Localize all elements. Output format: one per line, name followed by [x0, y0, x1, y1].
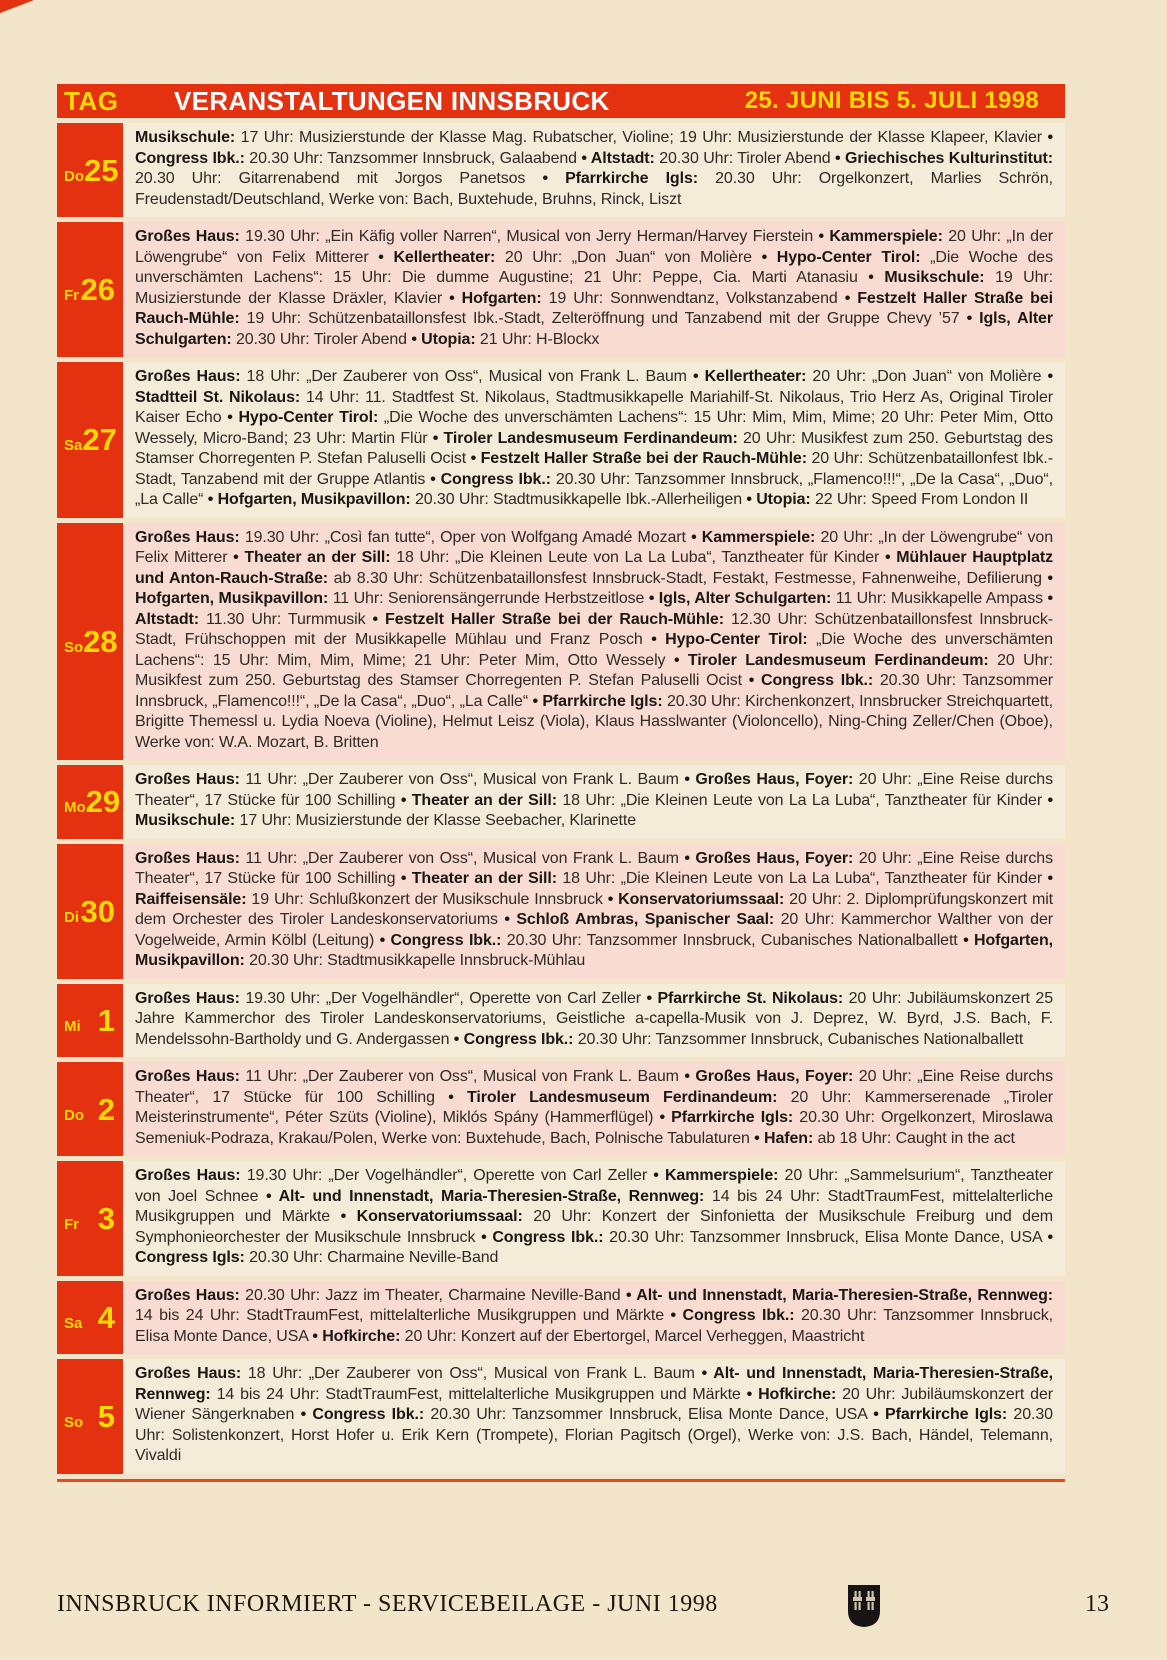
day-cell — [57, 362, 123, 518]
day-row — [57, 523, 1065, 761]
day-abbrev: Sa — [64, 437, 83, 455]
day-number: 29 — [85, 784, 121, 820]
day-events-text: Großes Haus: 18 Uhr: „Der Zauberer von Oss“, Musical von Frank L. Baum • Kellertheater: 20 Uhr: „Don Juan“ von Molière • Stadtteil St. Nikolaus: 14 Uhr: 11. Stadtfest St. Nikolaus, Stadtmusikkapelle Mariahilf-St. Nikolaus, Trio Herz As, Original Tiroler Kaiser Echo • Hypo-Center Tirol: „Die Woche des unverschämten Lachens“: 15 Uhr: Mim, Mim, Mime; 20 Uhr: Peter Mim, Otto Wessely, Micro-Band; 23 Uhr: Martin Flür • Tiroler Landesmuseum Ferdinandeum: 20 Uhr: Musikfest zum 250. Geburtstag des Stamser Chorregenten P. Stefan Paluselli Ocist • Festzelt Haller Straße bei der Rauch-Mühle: 20 Uhr: Schützenbataillonfest Ibk.-Stadt, Tanzabend mit der Gruppe Atlantis • Congress Ibk.: 20.30 Uhr: Tanzsommer Innsbruck, „Flamenco!!!“, „De la Casa“, „Duo“, „La Calle“ • Hofgarten, Musikpavillon: 20.30 Uhr: Stadtmusikkapelle Ibk.-Allerheiligen • Utopia: 22 Uhr: Speed From London II — [123, 362, 1065, 518]
day-cell — [57, 844, 123, 979]
day-events-text: Großes Haus: 19.30 Uhr: „Così fan tutte“, Oper von Wolfgang Amadé Mozart • Kammerspiele: 20 Uhr: „In der Löwengrube“ von Felix Mitterer • Theater an der Sill: 18 Uhr: „Die Kleinen Leute von La La Luba“, Tanztheater für Kinder • Mühlauer Hauptplatz und Anton-Rauch-Straße: ab 8.30 Uhr: Schützenbataillonsfest Innsbruck-Stadt, Festakt, Festmesse, Fahnenweihe, Defilierung • Hofgarten, Musikpavillon: 11 Uhr: Seniorensängerrunde Herbstzeitlose • Igls, Alter Schulgarten: 11 Uhr: Musikkapelle Ampass • Altstadt: 11.30 Uhr: Turmmusik • Festzelt Haller Straße bei der Rauch-Mühle: 12.30 Uhr: Schützenbataillonsfest Innsbruck-Stadt, Frühschoppen mit der Musikkapelle Mühlau und Franz Posch • Hypo-Center Tirol: „Die Woche des unverschämten Lachens“: 15 Uhr: Mim, Mim, Mime; 21 Uhr: Peter Mim, Otto Wessely • Tiroler Landesmuseum Ferdinandeum: 20 Uhr: Musikfest zum 250. Geburtstag des Stamser Chorregenten P. Stefan Paluselli Ocist • Congress Ibk.: 20.30 Uhr: Tanzsommer Innsbruck, „Flamenco!!!“, „De la Casa“, „Duo“, „La Calle“ • Pfarrkirche Igls: 20.30 Uhr: Kirchenkonzert, Innsbrucker Streichquartett, Brigitte Themessl u. Lydia Noeva (Violine), Helmut Leisz (Viola), Klaus Hasslwanter (Violoncello), Ning-Ching Zeller/Chen (Oboe), Werke von: W.A. Mozart, B. Britten — [123, 523, 1065, 761]
day-cell — [57, 1359, 123, 1474]
day-abbrev: So — [64, 638, 84, 656]
day-number: 27 — [82, 422, 117, 458]
day-row — [57, 123, 1065, 217]
events-table — [57, 84, 1065, 1482]
day-number: 28 — [83, 623, 118, 659]
publication-title: INNSBRUCK INFORMIERT - SERVICEBEILAGE - JUNI 1998 — [57, 1591, 718, 1617]
day-abbrev: Fr — [64, 1215, 79, 1233]
day-cell — [57, 1062, 123, 1156]
day-row — [57, 1062, 1065, 1156]
day-cell — [57, 1281, 123, 1355]
page-footer — [0, 1583, 1167, 1633]
day-number: 30 — [80, 893, 115, 929]
day-abbrev: Do — [64, 167, 84, 185]
page-number: 13 — [1085, 1591, 1109, 1617]
day-row — [57, 765, 1065, 839]
day-cell — [57, 765, 123, 839]
day-events-text: Großes Haus: 18 Uhr: „Der Zauberer von Oss“, Musical von Frank L. Baum • Alt- und Innenstadt, Maria-Theresien-Straße, Rennweg: 14 bis 24 Uhr: StadtTraumFest, mittelalterliche Musikgruppen und Märkte • Hofkirche: 20 Uhr: Jubiläumskonzert der Wiener Sängerknaben • Congress Ibk.: 20.30 Uhr: Tanzsommer Innsbruck, Elisa Monte Dance, USA • Pfarrkirche Igls: 20.30 Uhr: Solistenkonzert, Horst Hofer u. Erik Kern (Trompete), Florian Pagitsch (Orgel), Werke von: J.S. Bach, Händel, Telemann, Vivaldi — [123, 1359, 1065, 1474]
day-row — [57, 1161, 1065, 1276]
day-cell — [57, 1161, 123, 1276]
day-abbrev: So — [64, 1413, 84, 1431]
day-events-text: Großes Haus: 11 Uhr: „Der Zauberer von Oss“, Musical von Frank L. Baum • Großes Haus, Foyer: 20 Uhr: „Eine Reise durchs Theater“, 17 Stücke für 100 Schilling • Theater an der Sill: 18 Uhr: „Die Kleinen Leute von La La Luba“, Tanztheater für Kinder • Raiffeisensäle: 19 Uhr: Schlußkonzert der Musikschule Innsbruck • Konservatoriumssaal: 20 Uhr: 2. Diplomprüfungskonzert mit dem Orchester des Tiroler Landeskonservatoriums • Schloß Ambras, Spanischer Saal: 20 Uhr: Kammerchor Walther von der Vogelweide, Armin Kölbl (Leitung) • Congress Ibk.: 20.30 Uhr: Tanzsommer Innsbruck, Cubanisches Nationalballett • Hofgarten, Musikpavillon: 20.30 Uhr: Stadtmusikkapelle Innsbruck-Mühlau — [123, 844, 1065, 979]
day-abbrev: Do — [64, 1106, 84, 1124]
table-bottom-rule — [57, 1479, 1065, 1482]
page-title: VERANSTALTUNGEN INNSBRUCK — [174, 85, 610, 116]
day-events-text: Großes Haus: 11 Uhr: „Der Zauberer von Oss“, Musical von Frank L. Baum • Großes Haus, Foyer: 20 Uhr: „Eine Reise durchs Theater“, 17 Stücke für 100 Schilling • Tiroler Landesmuseum Ferdinandeum: 20 Uhr: Kammerserenade „Tiroler Meisterinstrumente“, Péter Szüts (Violine), Miklós Spány (Hammerflügel) • Pfarrkirche Igls: 20.30 Uhr: Orgelkonzert, Miroslawa Semeniuk-Podraza, Krakau/Polen, Werke von: Buxtehude, Bach, Polnische Tabulaturen • Hafen: ab 18 Uhr: Caught in the act — [123, 1062, 1065, 1156]
date-range: 25. JUNI BIS 5. JULI 1998 — [744, 87, 1039, 114]
day-events-text: Großes Haus: 20.30 Uhr: Jazz im Theater, Charmaine Neville-Band • Alt- und Innenstadt, Maria-Theresien-Straße, Rennweg: 14 bis 24 Uhr: StadtTraumFest, mittelalterliche Musikgruppen und Märkte • Congress Ibk.: 20.30 Uhr: Tanzsommer Innsbruck, Elisa Monte Dance, USA • Hofkirche: 20 Uhr: Konzert auf der Ebertorgel, Marcel Verheggen, Maastricht — [123, 1281, 1065, 1355]
day-number: 25 — [84, 152, 119, 188]
title-bar — [57, 84, 1065, 118]
day-row — [57, 844, 1065, 979]
day-abbrev: Sa — [64, 1314, 83, 1332]
day-abbrev: Mo — [64, 799, 86, 817]
day-number: 2 — [97, 1091, 115, 1127]
day-row — [57, 362, 1065, 518]
day-number: 26 — [80, 272, 115, 307]
innsbruck-coat-of-arms-icon — [845, 1583, 883, 1629]
tag-column-header: TAG — [64, 85, 119, 116]
day-abbrev: Di — [64, 908, 79, 926]
day-abbrev: Mi — [64, 1017, 81, 1035]
day-row — [57, 1281, 1065, 1355]
day-number: 3 — [97, 1200, 115, 1236]
day-row — [57, 1359, 1065, 1474]
day-cell — [57, 984, 123, 1058]
day-row — [57, 984, 1065, 1058]
day-events-text: Großes Haus: 19.30 Uhr: „Der Vogelhändler“, Operette von Carl Zeller • Kammerspiele: 20 Uhr: „Sammelsurium“, Tanztheater von Joel Schnee • Alt- und Innenstadt, Maria-Theresien-Straße, Rennweg: 14 bis 24 Uhr: StadtTraumFest, mittelalterliche Musikgruppen und Märkte • Konservatoriumssaal: 20 Uhr: Konzert der Sinfonietta der Musikschule Freiburg und dem Symphonieorchester der Musikschule Innsbruck • Congress Ibk.: 20.30 Uhr: Tanzsommer Innsbruck, Elisa Monte Dance, USA • Congress Igls: 20.30 Uhr: Charmaine Neville-Band — [123, 1161, 1065, 1276]
day-events-text: Großes Haus: 11 Uhr: „Der Zauberer von Oss“, Musical von Frank L. Baum • Großes Haus, Foyer: 20 Uhr: „Eine Reise durchs Theater“, 17 Stücke für 100 Schilling • Theater an der Sill: 18 Uhr: „Die Kleinen Leute von La La Luba“, Tanztheater für Kinder • Musikschule: 17 Uhr: Musizierstunde der Klasse Seebacher, Klarinette — [123, 765, 1065, 839]
day-cell — [57, 523, 123, 761]
day-events-text: Großes Haus: 19.30 Uhr: „Der Vogelhändler“, Operette von Carl Zeller • Pfarrkirche St. Nikolaus: 20 Uhr: Jubiläumskonzert 25 Jahre Kammerchor des Tiroler Landeskonservatoriums, Geistliche a-capella-Musik von J. Deprez, W. Byrd, J.S. Bach, F. Mendelssohn-Bartholdy und G. Andergassen • Congress Ibk.: 20.30 Uhr: Tanzsommer Innsbruck, Cubanisches Nationalballett — [123, 984, 1065, 1058]
day-events-text: Musikschule: 17 Uhr: Musizierstunde der Klasse Mag. Rubatscher, Violine; 19 Uhr: Musizierstunde der Klasse Klapeer, Klavier • Congress Ibk.: 20.30 Uhr: Tanzsommer Innsbruck, Galaabend • Altstadt: 20.30 Uhr: Tiroler Abend • Griechisches Kulturinstitut: 20.30 Uhr: Gitarrenabend mit Jorgos Panetsos • Pfarrkirche Igls: 20.30 Uhr: Orgelkonzert, Marlies Schrön, Freudenstadt/Deutschland, Werke von: Bach, Buxtehude, Bruhns, Rinck, Liszt — [123, 123, 1065, 217]
day-row — [57, 222, 1065, 357]
day-abbrev: Fr — [64, 287, 79, 304]
day-number: 4 — [97, 1299, 115, 1335]
scan-corner-mark — [0, 0, 34, 13]
day-cell — [57, 222, 123, 357]
day-cell — [57, 123, 123, 217]
day-events-text: Großes Haus: 19.30 Uhr: „Ein Käfig voller Narren“, Musical von Jerry Herman/Harvey Fierstein • Kammerspiele: 20 Uhr: „In der Löwengrube“ von Felix Mitterer • Kellertheater: 20 Uhr: „Don Juan“ von Molière • Hypo-Center Tirol: „Die Woche des unverschämten Lachens“: 15 Uhr: Die dumme Augustine; 21 Uhr: Peppe, Cia. Marti Atanasiu • Musikschule: 19 Uhr: Musizierstunde der Klasse Dräxler, Klavier • Hofgarten: 19 Uhr: Sonnwendtanz, Volkstanzabend • Festzelt Haller Straße bei Rauch-Mühle: 19 Uhr: Schützenbataillonsfest Ibk.-Stadt, Zelteröffnung und Tanzabend mit der Gruppe Chevy ’57 • Igls, Alter Schulgarten: 20.30 Uhr: Tiroler Abend • Utopia: 21 Uhr: H-Blockx — [123, 222, 1065, 357]
day-number: 1 — [97, 1002, 115, 1038]
day-number: 5 — [97, 1398, 115, 1434]
